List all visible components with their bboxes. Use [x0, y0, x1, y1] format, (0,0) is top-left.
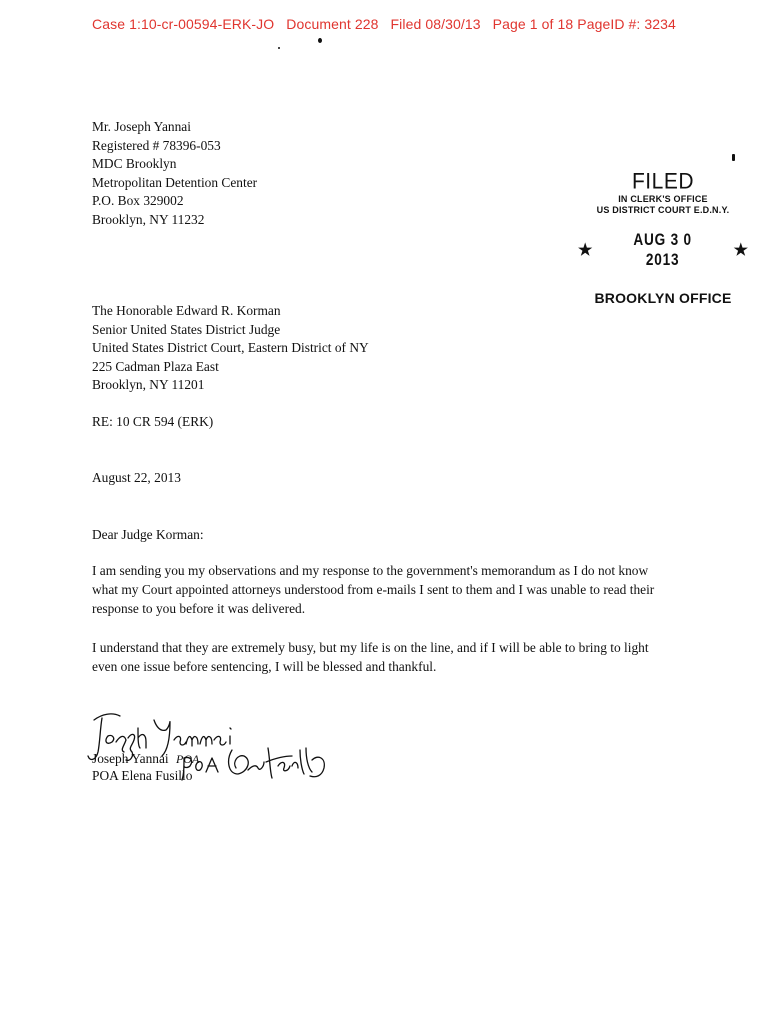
sender-line: P.O. Box 329002: [92, 193, 184, 208]
sender-line: Mr. Joseph Yannai: [92, 119, 191, 134]
letter-date: August 22, 2013: [92, 470, 181, 485]
signature-poa-line: POA Elena Fusillo: [92, 768, 193, 783]
recipient-line: Brooklyn, NY 11201: [92, 377, 205, 392]
body-line: what my Court appointed attorneys understood from e-mails I sent to them and I was unable to read their: [92, 582, 655, 597]
stamp-filed-label: FILED: [631, 169, 694, 194]
stamp-clerk-office: IN CLERK'S OFFICE: [618, 194, 708, 204]
body-line: I understand that they are extremely busy, but my life is on the line, and if I will be able to bring to light: [92, 640, 649, 655]
salutation: Dear Judge Korman:: [92, 527, 204, 542]
sender-line: MDC Brooklyn: [92, 156, 177, 171]
stamp-date-row: [578, 230, 748, 270]
stamp-court-name: US DISTRICT COURT E.D.N.Y.: [596, 205, 730, 215]
star-icon: ★: [578, 242, 593, 259]
signatory-name: Joseph Yannai: [92, 751, 169, 766]
sender-line: Brooklyn, NY 11232: [92, 211, 205, 227]
recipient-line: The Honorable Edward R. Korman: [92, 303, 281, 318]
header-case-number: Case 1:10-cr-00594-ERK-JO: [92, 16, 275, 32]
sender-line: Registered # 78396-053: [92, 137, 221, 153]
body-paragraph-1: [92, 561, 692, 618]
header-filed-date: Filed 08/30/13: [390, 16, 481, 32]
court-filing-header: [0, 16, 768, 32]
scan-speck: [278, 47, 280, 49]
scan-speck: [732, 154, 735, 161]
star-icon: ★: [733, 242, 748, 259]
sender-line: Metropolitan Detention Center: [92, 174, 258, 190]
recipient-address: [92, 302, 369, 395]
stamp-date: AUG 3 0 2013: [633, 230, 693, 269]
scan-speck: [318, 38, 322, 43]
recipient-line: United States District Court, Eastern District of NY: [92, 340, 369, 355]
reference-line: RE: 10 CR 594 (ERK): [92, 414, 214, 429]
body-line: even one issue before sentencing, I will be blessed and thankful.: [92, 659, 437, 674]
header-page-id: PageID #: 3234: [577, 16, 676, 32]
header-page-count: Page 1 of 18: [492, 16, 574, 32]
signature-poa-mark: POA: [176, 752, 200, 766]
recipient-line: Senior United States District Judge: [92, 321, 281, 337]
body-line: response to you before it was delivered.: [92, 601, 306, 616]
body-paragraph-2: [92, 638, 692, 676]
filed-stamp: [578, 170, 748, 306]
signature-name-line: [92, 751, 199, 767]
recipient-line: 225 Cadman Plaza East: [92, 358, 219, 374]
sender-address: [92, 118, 257, 229]
body-line: I am sending you my observations and my response to the government's memorandum as I do not know: [92, 563, 649, 578]
stamp-location: BROOKLYN OFFICE: [594, 290, 732, 306]
header-document-number: Document 228: [286, 16, 379, 32]
